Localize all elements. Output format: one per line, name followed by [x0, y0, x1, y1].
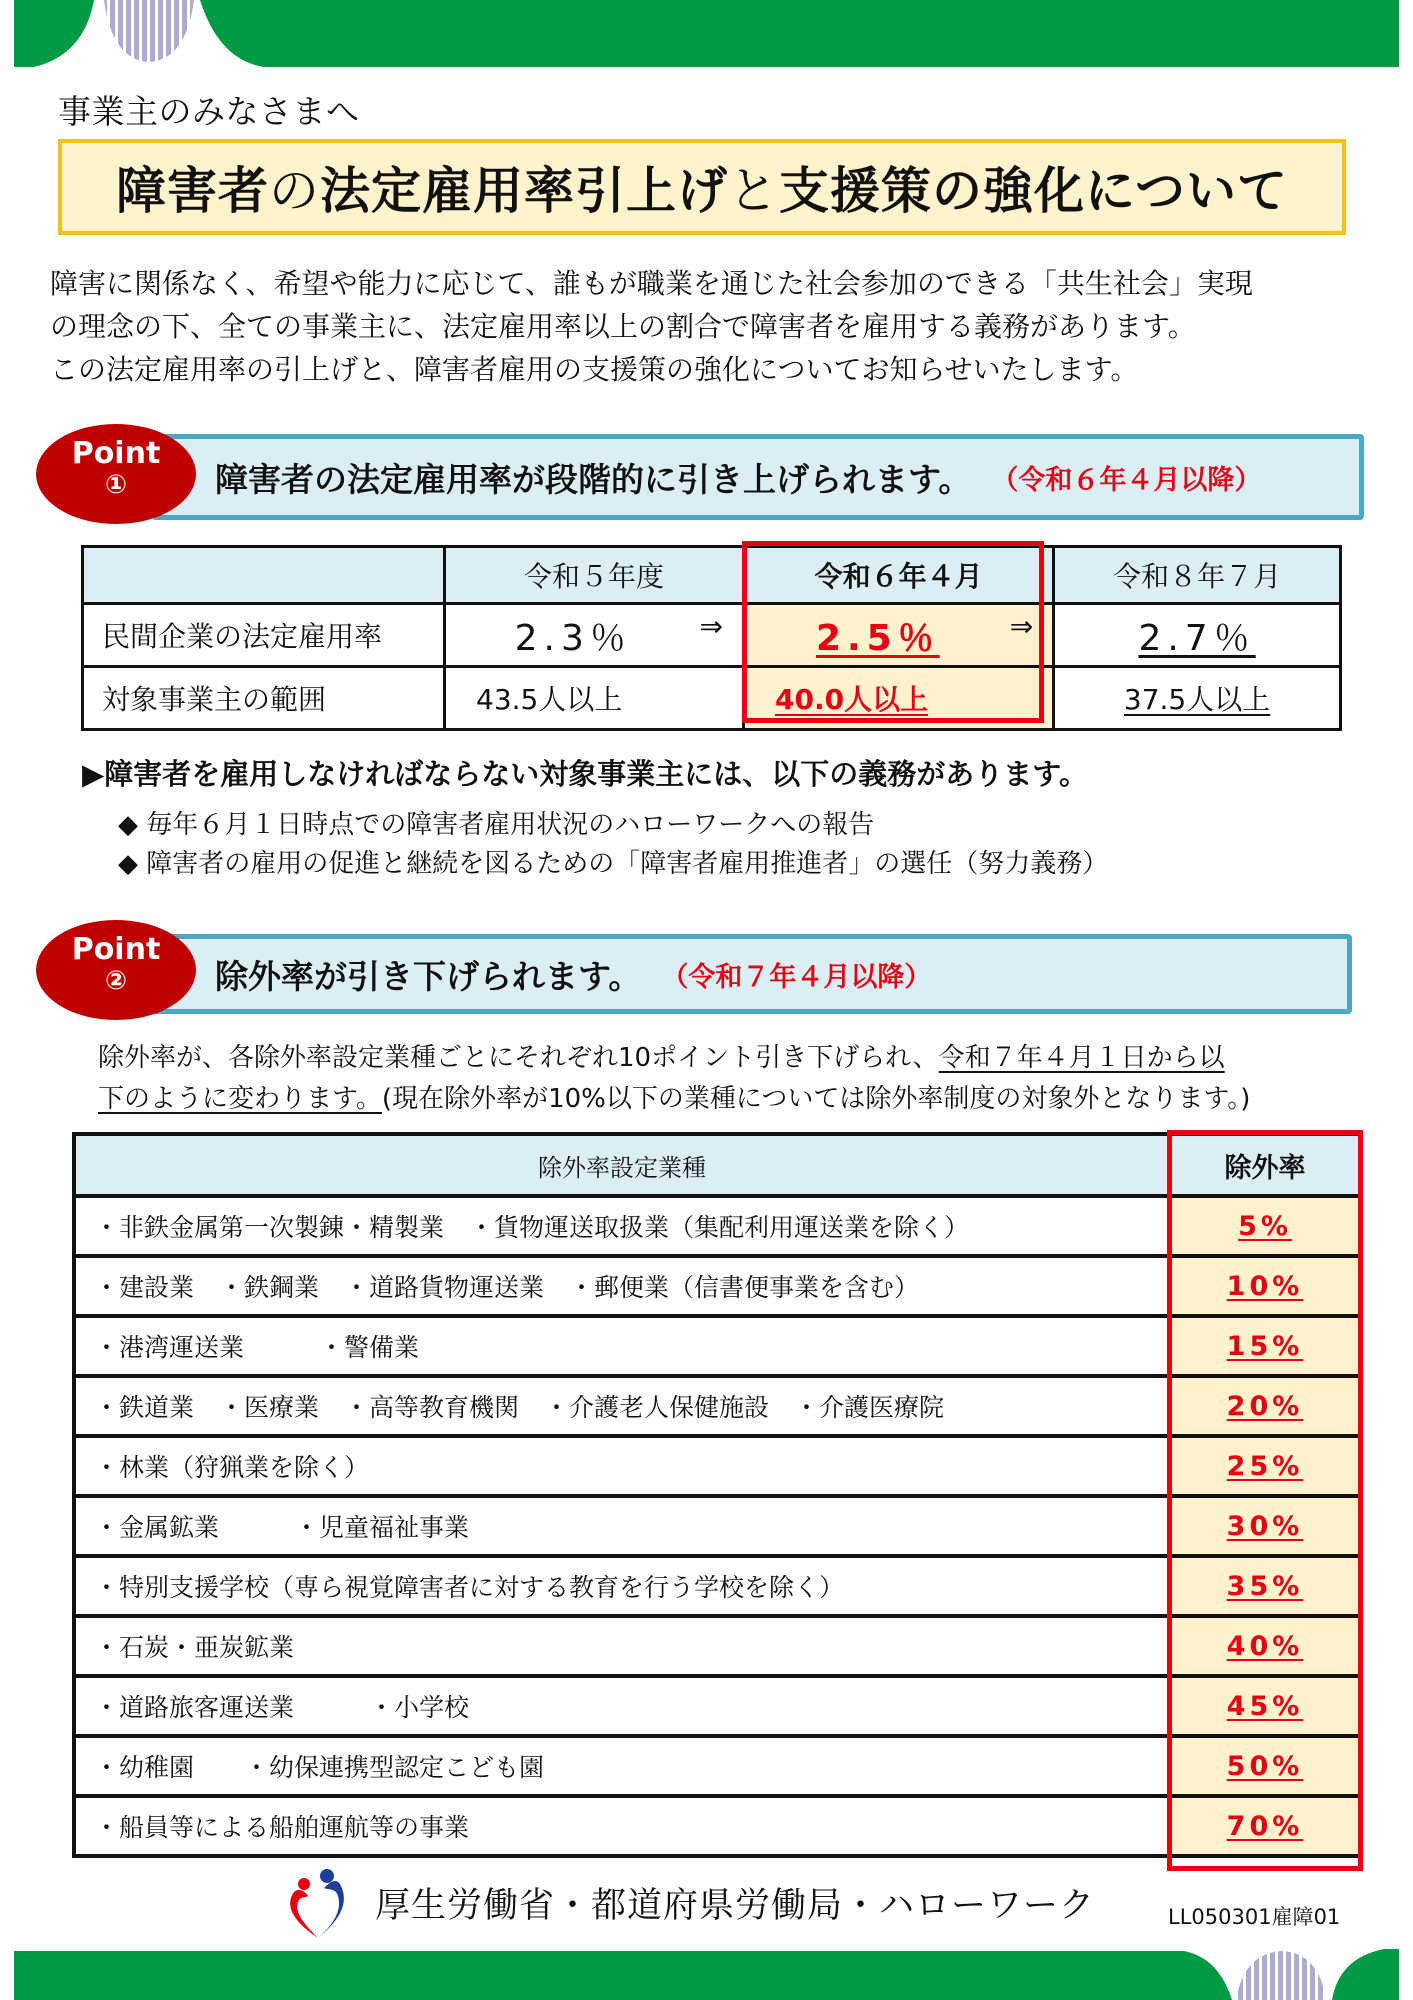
- rate-cell: [1170, 1496, 1360, 1556]
- rate-cell: [1170, 1676, 1360, 1736]
- rate-value: 35%: [1226, 1570, 1304, 1602]
- scope-cell: 43.5人以上: [445, 667, 744, 730]
- category-cell: ・鉄道業 ・医療業 ・高等教育機関 ・介護老人保健施設 ・介護医療院: [74, 1376, 1170, 1436]
- document-code: LL050301雇障01: [1168, 1905, 1341, 1929]
- rate-cell: [1170, 1796, 1360, 1856]
- exclusion-explanation: [98, 1038, 1358, 1120]
- category-cell: ・特別支援学校（専ら視覚障害者に対する教育を行う学校を除く）: [74, 1556, 1170, 1616]
- duty-item: ◆ 毎年６月１日時点での障害者雇用状況のハローワークへの報告: [118, 810, 875, 840]
- point-badge-number: ①: [104, 470, 127, 500]
- rate-value: 30%: [1226, 1510, 1304, 1542]
- category-cell: ・幼稚園 ・幼保連携型認定こども園: [74, 1736, 1170, 1796]
- rate-value: 2.5％: [815, 617, 940, 659]
- rate-cell: [1170, 1736, 1360, 1796]
- table-row: [74, 1436, 1360, 1496]
- arrow-icon: ⇒: [699, 609, 723, 643]
- category-cell: ・船員等による船舶運航等の事業: [74, 1796, 1170, 1856]
- rate-value: 5%: [1238, 1210, 1292, 1242]
- arrow-icon: ⇒: [1009, 609, 1034, 643]
- rate-value: 45%: [1226, 1690, 1304, 1722]
- scope-cell-highlighted: [744, 667, 1054, 730]
- title-part: の: [269, 162, 320, 220]
- rate-cell: [1170, 1316, 1360, 1376]
- category-cell: ・非鉄金属第一次製錬・精製業 ・貨物運送取扱業（集配利用運送業を除く）: [74, 1196, 1170, 1256]
- row-label: 民間企業の法定雇用率: [83, 604, 445, 667]
- category-cell: ・石炭・亜炭鉱業: [74, 1616, 1170, 1676]
- category-cell: ・金属鉱業 ・児童福祉事業: [74, 1496, 1170, 1556]
- table-row: [74, 1316, 1360, 1376]
- point-badge-word: Point: [71, 436, 161, 471]
- point2-badge: [36, 920, 196, 1020]
- rate-value: 70%: [1226, 1810, 1304, 1842]
- table-row: [74, 1616, 1360, 1676]
- header-decoration: [14, 0, 1399, 68]
- table-header-cell: 令和５年度: [445, 547, 744, 604]
- point1-heading-bar: [152, 434, 1364, 520]
- point1-heading: 障害者の法定雇用率が段階的に引き上げられます。: [215, 459, 972, 499]
- rate-cell: [1170, 1436, 1360, 1496]
- point-badge-word: Point: [71, 932, 161, 967]
- scope-cell: [1054, 667, 1341, 730]
- footer-decoration: [14, 1943, 1399, 2000]
- rate-cell-highlighted: [744, 604, 1054, 667]
- rate-value: 15%: [1226, 1330, 1304, 1362]
- explain-text: 除外率が、各除外率設定業種ごとにそれぞれ10ポイント引き下げられ、: [98, 1043, 939, 1073]
- employment-rate-table: [81, 545, 1342, 731]
- intro-line: の理念の下、全ての事業主に、法定雇用率以上の割合で障害者を雇用する義務があります。: [50, 310, 1196, 343]
- rate-cell: [1170, 1376, 1360, 1436]
- rate-value: 2.7％: [1138, 617, 1256, 659]
- rate-cell: [1170, 1256, 1360, 1316]
- category-cell: ・建設業 ・鉄鋼業 ・道路貨物運送業 ・郵便業（信書便事業を含む）: [74, 1256, 1170, 1316]
- table-header-cell: 令和８年７月: [1054, 547, 1341, 604]
- scope-value: 37.5人以上: [1123, 683, 1271, 716]
- table-row: [74, 1736, 1360, 1796]
- title-part: 障害者: [116, 162, 269, 220]
- rate-cell: [445, 604, 744, 667]
- rate-cell: [1054, 604, 1341, 667]
- explain-text-underlined: 下のように変わります。: [98, 1084, 382, 1114]
- table-row: [74, 1496, 1360, 1556]
- duty-item: ◆ 障害者の雇用の促進と継続を図るための「障害者雇用推進者」の選任（努力義務）: [118, 849, 1109, 879]
- duties-heading: ▶障害者を雇用しなければならない対象事業主には、以下の義務があります。: [82, 757, 1088, 791]
- intro-line: この法定雇用率の引上げと、障害者雇用の支援策の強化についてお知らせいたします。: [50, 353, 1139, 386]
- table-row: [74, 1556, 1360, 1616]
- table-header-cell: 除外率: [1170, 1134, 1360, 1196]
- table-row: [83, 667, 1341, 730]
- table-header-row: [74, 1134, 1360, 1196]
- rate-cell: [1170, 1616, 1360, 1676]
- category-cell: ・林業（狩猟業を除く）: [74, 1436, 1170, 1496]
- category-cell: ・港湾運送業 ・警備業: [74, 1316, 1170, 1376]
- table-row: [83, 604, 1341, 667]
- point2-heading: 除外率が引き下げられます。: [215, 956, 642, 996]
- table-row: [74, 1256, 1360, 1316]
- footer-organization: 厚生労働省・都道府県労働局・ハローワーク: [375, 1886, 1096, 1926]
- table-row: [74, 1376, 1360, 1436]
- intro-paragraph: [50, 262, 1380, 391]
- table-header-cell: 除外率設定業種: [74, 1134, 1170, 1196]
- point1-badge: [36, 424, 196, 524]
- point1-date: （令和６年４月以降）: [991, 464, 1262, 496]
- table-header-cell: [83, 547, 445, 604]
- table-header-cell-highlighted: 令和６年４月: [744, 547, 1054, 604]
- rate-value: 10%: [1226, 1270, 1304, 1302]
- rate-value: 40%: [1226, 1630, 1304, 1662]
- rate-cell: [1170, 1196, 1360, 1256]
- rate-cell: [1170, 1556, 1360, 1616]
- table-header-row: [83, 547, 1341, 604]
- row-label: 対象事業主の範囲: [83, 667, 445, 730]
- table-row: [74, 1676, 1360, 1736]
- table-row: [74, 1796, 1360, 1856]
- explain-text: (現在除外率が10%以下の業種については除外率制度の対象外となります。): [381, 1084, 1251, 1114]
- rate-value: 50%: [1226, 1750, 1304, 1782]
- scope-value: 40.0人以上: [775, 683, 929, 716]
- rate-value: 20%: [1226, 1390, 1304, 1422]
- title-part: 支援策の強化について: [779, 162, 1288, 220]
- intro-line: 障害に関係なく、希望や能力に応じて、誰もが職業を通じた社会参加のできる「共生社会」実現: [50, 267, 1253, 300]
- explain-text-underlined: 令和７年４月１日から以: [938, 1043, 1225, 1073]
- greeting: 事業主のみなさまへ: [58, 92, 360, 131]
- page-title: [58, 139, 1346, 235]
- exclusion-rate-table: [72, 1132, 1362, 1858]
- mhlw-logo-icon: [282, 1866, 354, 1940]
- title-part: と: [728, 162, 779, 220]
- rate-value: 2.3％: [514, 617, 632, 659]
- category-cell: ・道路旅客運送業 ・小学校: [74, 1676, 1170, 1736]
- table-row: [74, 1196, 1360, 1256]
- point-badge-number: ②: [104, 966, 127, 996]
- rate-value: 25%: [1226, 1450, 1304, 1482]
- title-part: 法定雇用率引上げ: [320, 162, 728, 220]
- point2-heading-bar: [152, 934, 1352, 1014]
- point2-date: （令和７年４月以降）: [661, 961, 932, 993]
